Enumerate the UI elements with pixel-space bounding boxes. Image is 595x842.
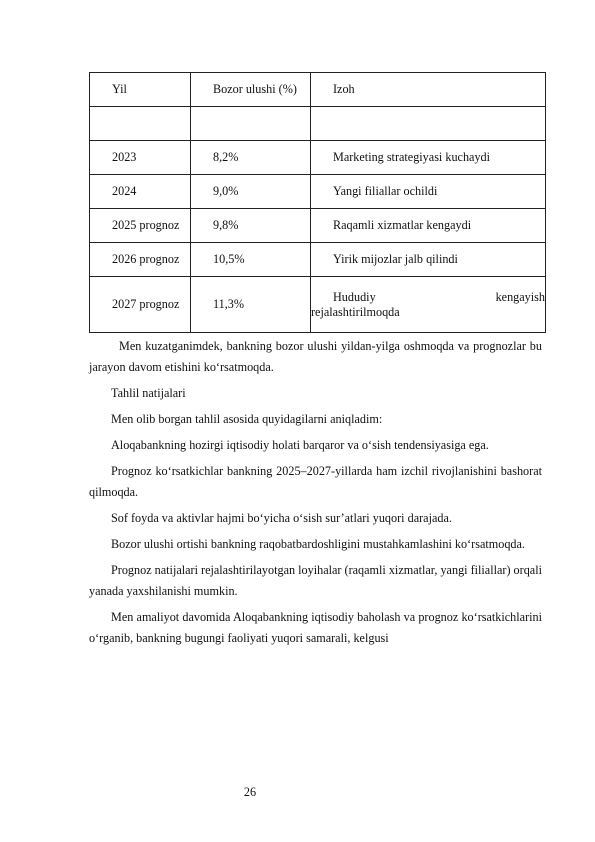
- table-header-row: [90, 73, 546, 107]
- header-cell-share: Bozor ulushi (%): [191, 73, 311, 107]
- paragraph: Men olib borgan tahlil asosida quyidagilarni aniqladim:: [111, 412, 383, 426]
- note-cell: Raqamli xizmatlar kengaydi: [311, 209, 546, 243]
- paragraph: Prognoz natijalari rejalashtirilayotgan loyihalar (raqamli xizmatlar, yangi filiallar) orqali yanada yaxshilanishi mumkin.: [89, 563, 542, 598]
- paragraph: Prognoz ko‘rsatkichlar bankning 2025–2027-yillarda ham izchil rivojlanishini bashorat qilmoqda.: [89, 464, 542, 499]
- note-cell: Marketing strategiyasi kuchaydi: [311, 141, 546, 175]
- paragraph: Aloqabankning hozirgi iqtisodiy holati barqaror va o‘sish tendensiyasiga ega.: [111, 438, 489, 452]
- table-row: [90, 141, 546, 175]
- note-cell: Hududiy kengayish rejalashtirilmoqda: [311, 277, 546, 333]
- year-cell: 2025 prognoz: [90, 209, 191, 243]
- header-cell-note: Izoh: [311, 73, 546, 107]
- year-cell: 2023: [90, 141, 191, 175]
- paragraph: Men kuzatganimdek, bankning bozor ulushi yildan-yilga oshmoqda va prognozlar bu jarayon davom etishini ko‘rsatmoqda.: [89, 339, 542, 374]
- table-row: [90, 277, 546, 333]
- section-heading: Tahlil natijalari: [111, 386, 186, 400]
- share-cell: 9,8%: [191, 209, 311, 243]
- year-cell: 2027 prognoz: [90, 277, 191, 333]
- paragraph: Sof foyda va aktivlar hajmi bo‘yicha o‘sish sur’atlari yuqori darajada.: [111, 511, 452, 525]
- table-row: [90, 107, 546, 141]
- table-row: [90, 243, 546, 277]
- share-cell: 11,3%: [191, 277, 311, 333]
- body-text: [89, 336, 542, 649]
- note-cell: Yirik mijozlar jalb qilindi: [311, 243, 546, 277]
- year-cell: 2024: [90, 175, 191, 209]
- table-row: [90, 209, 546, 243]
- share-cell: 10,5%: [191, 243, 311, 277]
- market-share-table: [89, 72, 546, 333]
- share-cell: 9,0%: [191, 175, 311, 209]
- header-cell-year: Yil: [90, 73, 191, 107]
- share-cell: 8,2%: [191, 141, 311, 175]
- year-cell: 2026 prognoz: [90, 243, 191, 277]
- table-row: [90, 175, 546, 209]
- paragraph: Bozor ulushi ortishi bankning raqobatbardoshligini mustahkamlashini ko‘rsatmoqda.: [111, 537, 525, 551]
- page-number: 26: [243, 785, 257, 799]
- paragraph: Men amaliyot davomida Aloqabankning iqtisodiy baholash va prognoz ko‘rsatkichlarini o‘rganib, bankning bugungi faoliyati yuqori samarali, kelgusi: [89, 610, 542, 645]
- note-cell: Yangi filiallar ochildi: [311, 175, 546, 209]
